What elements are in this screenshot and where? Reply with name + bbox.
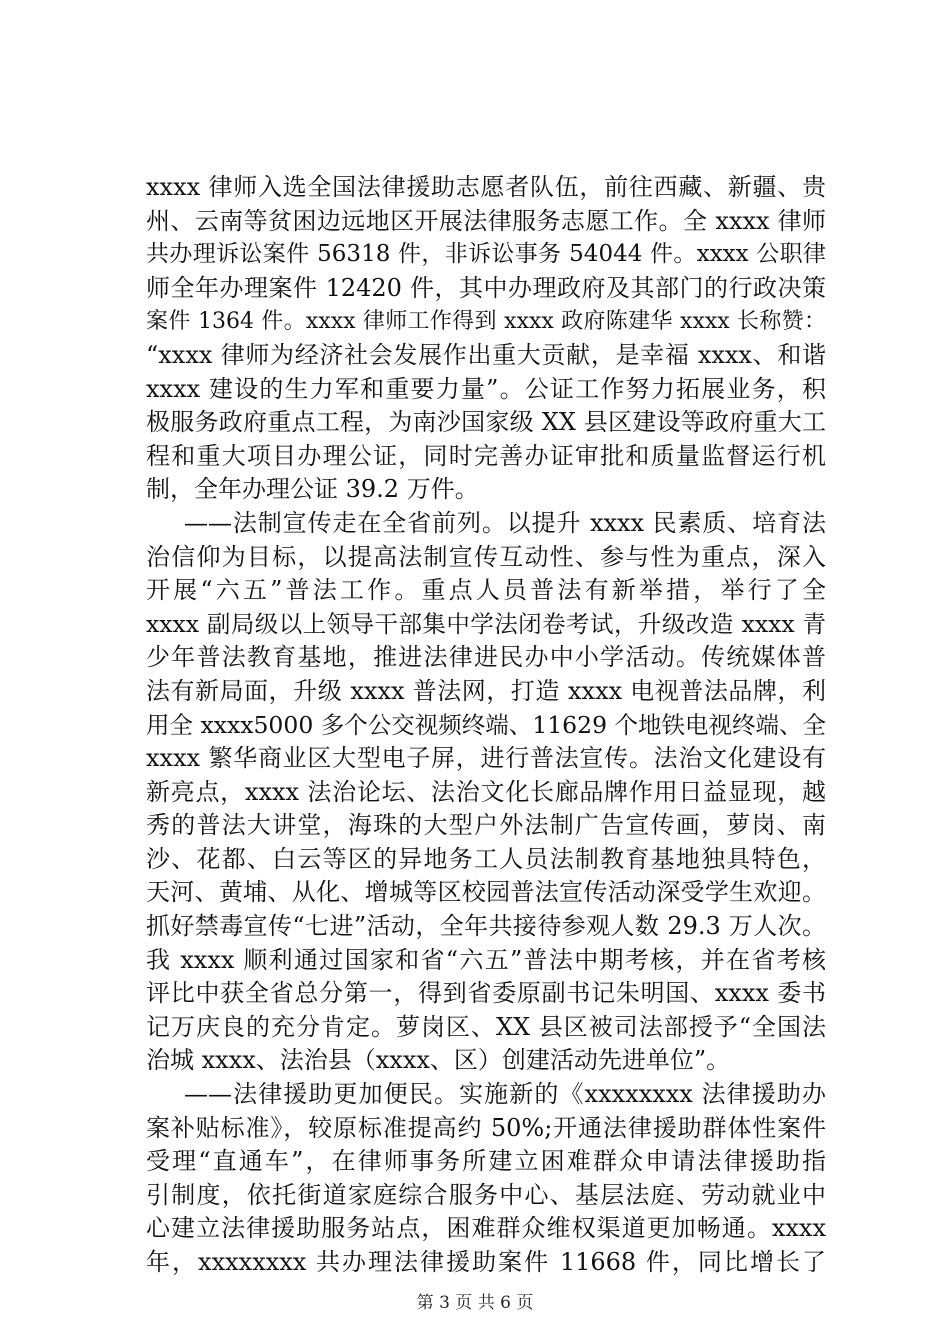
text-line: 州、云南等贫困边远地区开展法律服务志愿工作。全 xxxx 律师 — [146, 206, 826, 235]
text-line: 案补贴标准》，较原标准提高约 50%;开通法律援助群体性案件 — [146, 1113, 826, 1142]
text-line: 共办理诉讼案件 56318 件，非诉讼事务 54044 件。xxxx 公职律 — [146, 241, 826, 268]
text-line: 评比中获全省总分第一，得到省委原副书记朱明国、xxxx 委书 — [146, 979, 826, 1008]
text-line: 受理“直通车”，在律师事务所建立困难群众申请法律援助指 — [146, 1147, 826, 1176]
text-line: 天河、黄埔、从化、增城等区校园普法宣传活动深受学生欢迎。 — [146, 878, 826, 907]
text-line: xxxx 律师入选全国法律援助志愿者队伍，前往西藏、新疆、贵 — [146, 173, 826, 201]
text-line: 少年普法教育基地，推进法律进民办中小学活动。传统媒体普 — [146, 643, 826, 672]
text-line: 沙、花都、白云等区的异地务工人员法制教育基地独具特色， — [146, 844, 826, 873]
text-line: xxxx 建设的生力军和重要力量”。公证工作努力拓展业务，积 — [146, 374, 826, 403]
body-text — [146, 171, 826, 1280]
paragraph-start-line: ——法制宣传走在全省前列。以提升 xxxx 民素质、培育法 — [184, 508, 826, 537]
text-line: 我 xxxx 顺利通过国家和省“六五”普法中期考核，并在省考核 — [146, 945, 826, 974]
text-line: 法有新局面，升级 xxxx 普法网，打造 xxxx 电视普法品牌，利 — [146, 676, 826, 705]
paragraph-start-line: ——法律援助更加便民。实施新的《xxxxxxxx 法律援助办 — [184, 1080, 826, 1109]
text-line: 案件 1364 件。xxxx 律师工作得到 xxxx 政府陈建华 xxxx 长称赞： — [146, 309, 826, 335]
text-line: xxxx 繁华商业区大型电子屏，进行普法宣传。法治文化建设有 — [146, 744, 826, 773]
text-line: 心建立法律援助服务站点，困难群众维权渠道更加畅通。xxxx — [146, 1214, 826, 1243]
text-line: 年，xxxxxxxx 共办理法律援助案件 11668 件，同比增长了 — [146, 1248, 826, 1276]
text-line: 秀的普法大讲堂，海珠的大型户外法制广告宣传画，萝岗、南 — [146, 811, 826, 840]
text-line: 引制度，依托街道家庭综合服务中心、基层法庭、劳动就业中 — [146, 1180, 826, 1209]
text-line: 抓好禁毒宣传“七进”活动，全年共接待参观人数 29.3 万人次。 — [146, 912, 826, 941]
text-line: 用全 xxxx5000 多个公交视频终端、11629 个地铁电视终端、全 — [146, 710, 826, 739]
text-line: 师全年办理案件 12420 件，其中办理政府及其部门的行政决策 — [146, 273, 826, 302]
text-line: 记万庆良的充分肯定。萝岗区、XX 县区被司法部授予“全国法 — [146, 1012, 826, 1041]
text-line: “xxxx 律师为经济社会发展作出重大贡献，是幸福 xxxx、和谐 — [146, 340, 826, 369]
text-line: 极服务政府重点工程，为南沙国家级 XX 县区建设等政府重大工 — [146, 408, 826, 437]
text-line: 制，全年办理公证 39.2 万件。 — [146, 475, 479, 504]
text-line: xxxx 副局级以上领导干部集中学法闭卷考试，升级改造 xxxx 青 — [146, 609, 826, 638]
text-line: 治城 xxxx、法治县（xxxx、区）创建活动先进单位”。 — [146, 1046, 731, 1075]
text-line: 开展“六五”普法工作。重点人员普法有新举措，举行了全 — [146, 576, 826, 605]
page-number-footer: 第 3 页 共 6 页 — [416, 1293, 534, 1313]
text-line: 新亮点，xxxx 法治论坛、法治文化长廊品牌作用日益显现，越 — [146, 777, 826, 806]
text-line: 程和重大项目办理公证，同时完善办证审批和质量监督运行机 — [146, 441, 826, 470]
text-line: 治信仰为目标，以提高法制宣传互动性、参与性为重点，深入 — [146, 542, 826, 571]
